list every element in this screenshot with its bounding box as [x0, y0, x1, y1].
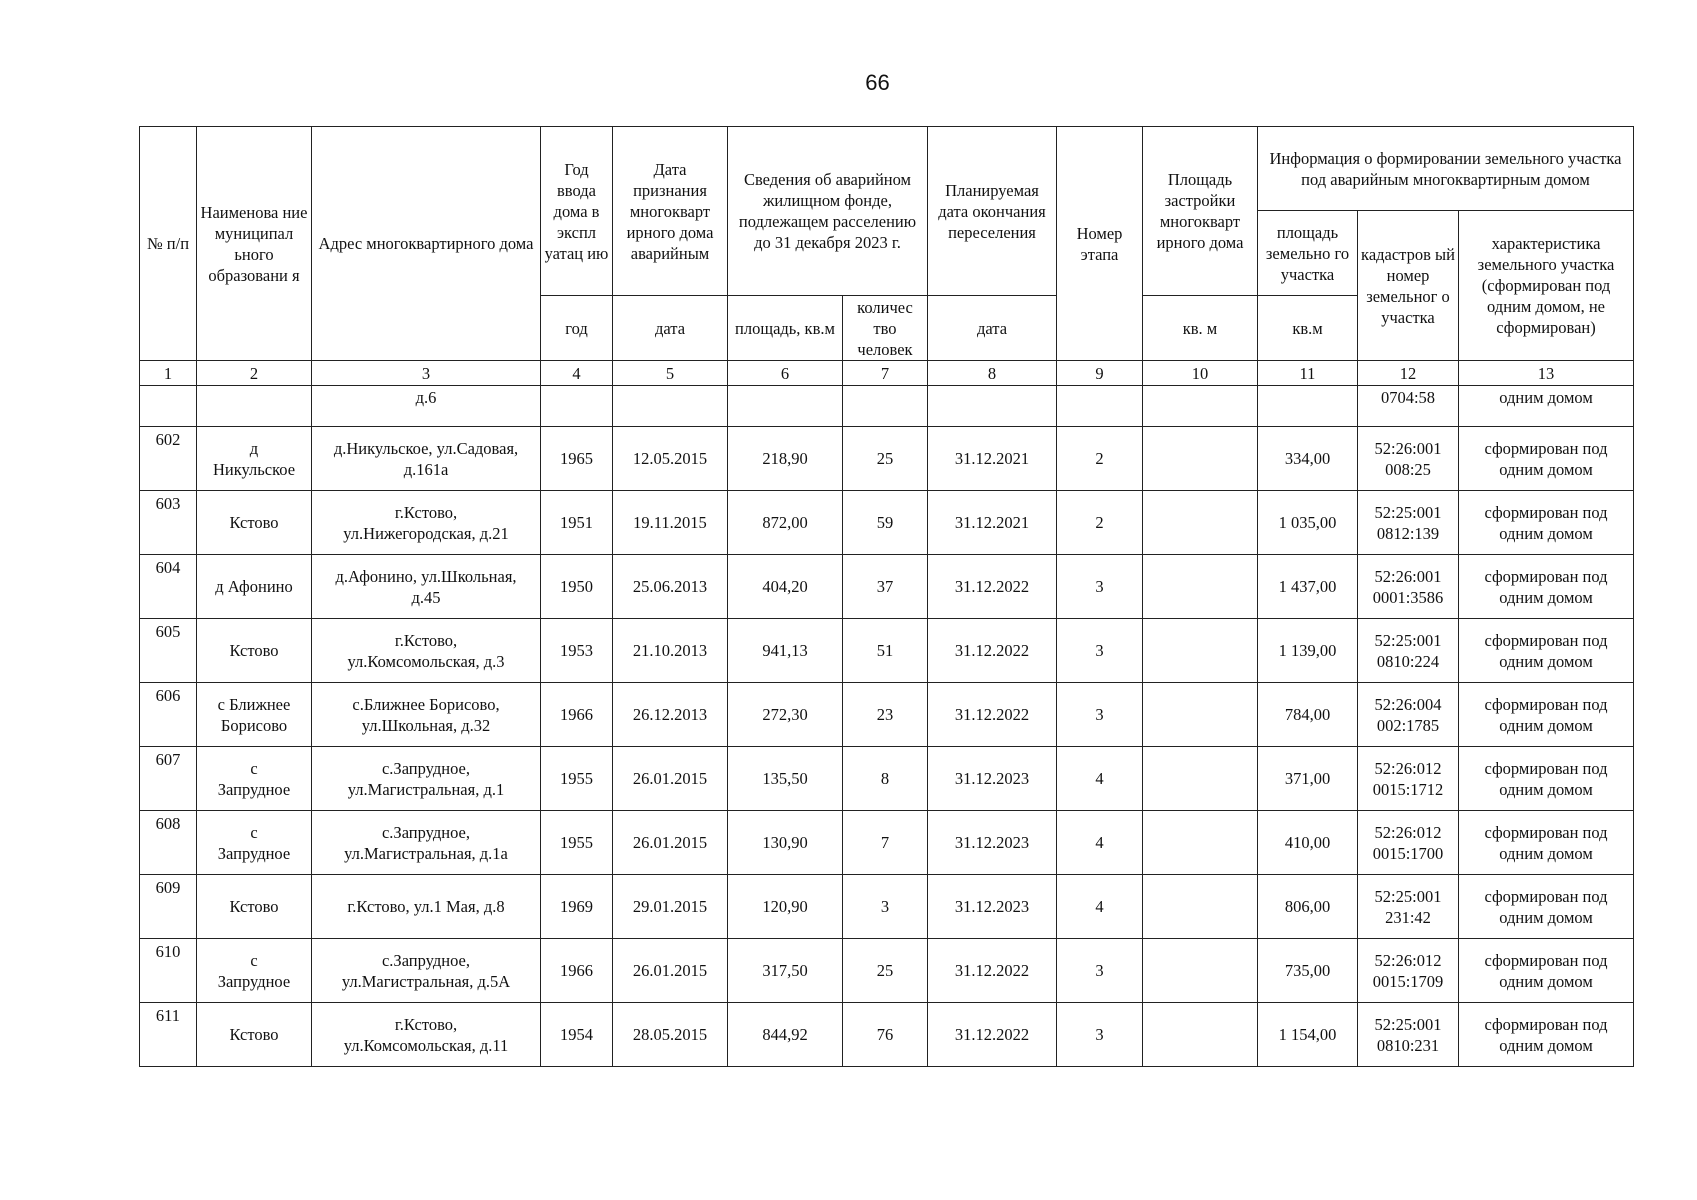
cell-municipality-line: Запрудное — [217, 971, 291, 991]
cell-area: 130,90 — [728, 811, 843, 875]
column-number: 11 — [1258, 361, 1358, 386]
cell-land-area: 784,00 — [1258, 683, 1358, 747]
cell-cadastral-line: 52:25:001 — [1374, 1014, 1442, 1034]
cell-characteristic — [1459, 619, 1634, 683]
cell-year: 1955 — [541, 811, 613, 875]
cell-characteristic-line: одним домом — [1499, 523, 1593, 543]
cell-num: 602 — [140, 427, 197, 491]
cell-building-area — [1143, 427, 1258, 491]
cell-stage: 2 — [1057, 427, 1143, 491]
continuation-row — [140, 386, 1634, 427]
cell-stage: 3 — [1057, 939, 1143, 1003]
cell-cadastral-line: 008:25 — [1385, 459, 1431, 479]
cell-address-line: с.Ближнее Борисово, — [352, 694, 500, 714]
cell-area: 218,90 — [728, 427, 843, 491]
cell-cadastral-line: 0015:1700 — [1372, 843, 1444, 863]
cell-characteristic-line: одним домом — [1499, 651, 1593, 671]
cell-area — [728, 386, 843, 427]
column-number: 10 — [1143, 361, 1258, 386]
cell-municipality-line: Борисово — [220, 715, 288, 735]
cell-year: 1955 — [541, 747, 613, 811]
cell-num: 604 — [140, 555, 197, 619]
header-cadastral-number: кадастров ый номер земельног о участка — [1358, 211, 1459, 361]
cell-characteristic — [1459, 683, 1634, 747]
cell-characteristic-line: одним домом — [1499, 1035, 1593, 1055]
table-row — [140, 555, 1634, 619]
cell-cadastral-line: 52:26:012 — [1374, 950, 1442, 970]
cell-address-line: д.161а — [403, 459, 449, 479]
cell-stage: 3 — [1057, 619, 1143, 683]
cell-stage: 3 — [1057, 1003, 1143, 1067]
column-number: 5 — [613, 361, 728, 386]
cell-address — [312, 875, 541, 939]
cell-land-area: 735,00 — [1258, 939, 1358, 1003]
cell-cadastral — [1358, 747, 1459, 811]
cell-characteristic — [1459, 875, 1634, 939]
cell-municipality — [197, 939, 312, 1003]
cell-people: 23 — [843, 683, 928, 747]
cell-characteristic-line: сформирован под — [1484, 438, 1608, 458]
cell-people: 37 — [843, 555, 928, 619]
cell-address-line: г.Кстово, — [394, 502, 458, 522]
cell-cadastral-line: 0015:1709 — [1372, 971, 1444, 991]
cell-municipality-line: с — [250, 950, 258, 970]
cell-area: 272,30 — [728, 683, 843, 747]
header-address: Адрес многоквартирного дома — [312, 127, 541, 361]
cell-address-line: г.Кстово, ул.1 Мая, д.8 — [347, 897, 505, 916]
cell-municipality-line: с Ближнее — [217, 694, 291, 714]
column-number: 8 — [928, 361, 1057, 386]
cell-address-line: ул.Комсомольская, д.11 — [343, 1035, 509, 1055]
cell-municipality — [197, 747, 312, 811]
cell-address-line: д.45 — [411, 587, 441, 607]
cell-cadastral-line: 52:25:001 — [1374, 886, 1442, 906]
cell-characteristic: одним домом — [1459, 386, 1634, 427]
cell-num: 608 — [140, 811, 197, 875]
header-row-number: № п/п — [140, 127, 197, 361]
cell-recognition-date: 26.01.2015 — [613, 811, 728, 875]
cell-address-line: г.Кстово, — [394, 630, 458, 650]
cell-area: 120,90 — [728, 875, 843, 939]
cell-characteristic-line: одним домом — [1499, 587, 1593, 607]
unit-building-area: кв. м — [1143, 296, 1258, 361]
cell-municipality-line: Кстово — [229, 897, 279, 916]
cell-characteristic — [1459, 555, 1634, 619]
header-recognition-date: Дата признания многокварт ирного дома аварийным — [613, 127, 728, 296]
cell-address — [312, 491, 541, 555]
cell-stage: 2 — [1057, 491, 1143, 555]
cell-municipality — [197, 1003, 312, 1067]
cell-cadastral-line: 0812:139 — [1376, 523, 1440, 543]
cell-characteristic-line: сформирован под — [1484, 566, 1608, 586]
page-number: 66 — [865, 70, 890, 95]
cell-building-area — [1143, 491, 1258, 555]
column-number: 7 — [843, 361, 928, 386]
cell-cadastral-line: 0810:231 — [1376, 1035, 1440, 1055]
cell-cadastral — [1358, 1003, 1459, 1067]
cell-recognition-date: 21.10.2013 — [613, 619, 728, 683]
unit-people: количес тво человек — [843, 296, 928, 361]
cell-cadastral — [1358, 555, 1459, 619]
cell-address — [312, 683, 541, 747]
cell-cadastral-line: 52:25:001 — [1374, 502, 1442, 522]
cell-cadastral-line: 52:26:001 — [1374, 566, 1442, 586]
cell-cadastral-line: 52:25:001 — [1374, 630, 1442, 650]
cell-cadastral-line: 52:26:012 — [1374, 822, 1442, 842]
cell-municipality-line: Запрудное — [217, 843, 291, 863]
header-emergency-fund-info: Сведения об аварийном жилищном фонде, подлежащем расселению до 31 декабря 2023 г. — [728, 127, 928, 296]
cell-building-area — [1143, 747, 1258, 811]
cell-land-area: 1 139,00 — [1258, 619, 1358, 683]
column-number: 13 — [1459, 361, 1634, 386]
table-row — [140, 875, 1634, 939]
cell-stage: 4 — [1057, 811, 1143, 875]
header-building-area: Площадь застройки многокварт ирного дома — [1143, 127, 1258, 296]
table-row — [140, 619, 1634, 683]
cell-municipality-line: с — [250, 822, 258, 842]
cell-num — [140, 386, 197, 427]
cell-building-area — [1143, 386, 1258, 427]
cell-characteristic-line: сформирован под — [1484, 886, 1608, 906]
cell-people: 25 — [843, 939, 928, 1003]
cell-address-line: ул.Магистральная, д.1 — [347, 779, 505, 799]
cell-cadastral — [1358, 619, 1459, 683]
cell-cadastral-line: 231:42 — [1385, 907, 1431, 927]
emergency-housing-table — [139, 126, 1634, 1067]
table-row — [140, 939, 1634, 1003]
header-land-characteristic: характеристика земельного участка (сформирован под одним домом, не сформирован) — [1459, 211, 1634, 361]
cell-num: 611 — [140, 1003, 197, 1067]
cell-municipality-line: Кстово — [229, 641, 279, 660]
cell-recognition-date: 25.06.2013 — [613, 555, 728, 619]
cell-num: 605 — [140, 619, 197, 683]
column-number: 2 — [197, 361, 312, 386]
cell-municipality-line: Запрудное — [217, 779, 291, 799]
cell-planned-date: 31.12.2023 — [928, 747, 1057, 811]
cell-characteristic-line: сформирован под — [1484, 630, 1608, 650]
cell-cadastral-line: 52:26:004 — [1374, 694, 1442, 714]
cell-address-line: д.Афонино, ул.Школьная, — [335, 566, 517, 586]
cell-address — [312, 619, 541, 683]
cell-characteristic-line: сформирован под — [1484, 950, 1608, 970]
cell-land-area: 410,00 — [1258, 811, 1358, 875]
cell-cadastral-line: 52:26:012 — [1374, 758, 1442, 778]
cell-land-area: 334,00 — [1258, 427, 1358, 491]
cell-municipality — [197, 555, 312, 619]
cell-land-area: 1 154,00 — [1258, 1003, 1358, 1067]
cell-cadastral — [1358, 811, 1459, 875]
cell-land-area: 1 437,00 — [1258, 555, 1358, 619]
cell-municipality — [197, 619, 312, 683]
cell-people: 3 — [843, 875, 928, 939]
cell-characteristic-line: сформирован под — [1484, 1014, 1608, 1034]
cell-municipality — [197, 875, 312, 939]
cell-planned-date: 31.12.2022 — [928, 555, 1057, 619]
cell-num: 609 — [140, 875, 197, 939]
cell-characteristic-line: одним домом — [1499, 907, 1593, 927]
cell-people: 76 — [843, 1003, 928, 1067]
cell-area: 317,50 — [728, 939, 843, 1003]
unit-date: дата — [613, 296, 728, 361]
cell-characteristic-line: сформирован под — [1484, 694, 1608, 714]
cell-municipality — [197, 491, 312, 555]
cell-planned-date: 31.12.2021 — [928, 427, 1057, 491]
cell-year: 1950 — [541, 555, 613, 619]
cell-characteristic — [1459, 811, 1634, 875]
cell-characteristic — [1459, 427, 1634, 491]
cell-area: 941,13 — [728, 619, 843, 683]
cell-municipality-line: Никульское — [212, 459, 296, 479]
header-planned-resettlement-date: Планируемая дата окончания переселения — [928, 127, 1057, 296]
cell-characteristic-line: одним домом — [1499, 843, 1593, 863]
cell-address-line: ул.Магистральная, д.1а — [344, 843, 508, 863]
table-row — [140, 1003, 1634, 1067]
cell-cadastral-line: 0810:224 — [1376, 651, 1440, 671]
cell-planned-date: 31.12.2022 — [928, 619, 1057, 683]
cell-year — [541, 386, 613, 427]
cell-recognition-date: 19.11.2015 — [613, 491, 728, 555]
cell-people: 59 — [843, 491, 928, 555]
cell-building-area — [1143, 939, 1258, 1003]
column-number: 3 — [312, 361, 541, 386]
table-body — [140, 386, 1634, 1067]
cell-building-area — [1143, 683, 1258, 747]
cell-cadastral — [1358, 683, 1459, 747]
cell-address — [312, 1003, 541, 1067]
cell-address-line: с.Запрудное, — [381, 758, 471, 778]
cell-address-line: ул.Комсомольская, д.3 — [347, 651, 505, 671]
cell-cadastral-line: 0015:1712 — [1372, 779, 1444, 799]
cell-cadastral — [1358, 875, 1459, 939]
cell-municipality — [197, 683, 312, 747]
cell-municipality-line: Кстово — [229, 1025, 279, 1044]
cell-characteristic-line: одним домом — [1499, 971, 1593, 991]
cell-year: 1969 — [541, 875, 613, 939]
cell-stage: 4 — [1057, 875, 1143, 939]
cell-characteristic — [1459, 1003, 1634, 1067]
cell-stage — [1057, 386, 1143, 427]
column-number: 6 — [728, 361, 843, 386]
cell-cadastral — [1358, 427, 1459, 491]
cell-municipality-line: д — [249, 438, 259, 458]
cell-year: 1951 — [541, 491, 613, 555]
table-row — [140, 491, 1634, 555]
cell-land-area — [1258, 386, 1358, 427]
cell-stage: 4 — [1057, 747, 1143, 811]
cell-num: 606 — [140, 683, 197, 747]
cell-area: 404,20 — [728, 555, 843, 619]
cell-people — [843, 386, 928, 427]
cell-recognition-date: 12.05.2015 — [613, 427, 728, 491]
cell-planned-date: 31.12.2022 — [928, 939, 1057, 1003]
cell-recognition-date — [613, 386, 728, 427]
header-year-commissioned: Год ввода дома в экспл уатац ию — [541, 127, 613, 296]
cell-municipality-line: Кстово — [229, 513, 279, 532]
cell-building-area — [1143, 875, 1258, 939]
cell-people: 51 — [843, 619, 928, 683]
cell-characteristic — [1459, 939, 1634, 1003]
cell-address — [312, 427, 541, 491]
cell-municipality-line: с — [250, 758, 258, 778]
cell-recognition-date: 26.01.2015 — [613, 747, 728, 811]
cell-recognition-date: 26.12.2013 — [613, 683, 728, 747]
cell-address-line: д.Никульское, ул.Садовая, — [333, 438, 519, 458]
cell-planned-date: 31.12.2023 — [928, 811, 1057, 875]
cell-area: 844,92 — [728, 1003, 843, 1067]
header-stage-number: Номер этапа — [1057, 127, 1143, 361]
cell-year: 1966 — [541, 683, 613, 747]
column-number: 1 — [140, 361, 197, 386]
column-number: 4 — [541, 361, 613, 386]
cell-address-line: с.Запрудное, — [381, 822, 471, 842]
header-land-area: площадь земельно го участка — [1258, 211, 1358, 296]
cell-building-area — [1143, 1003, 1258, 1067]
cell-people: 8 — [843, 747, 928, 811]
cell-year: 1953 — [541, 619, 613, 683]
cell-land-area: 806,00 — [1258, 875, 1358, 939]
cell-address — [312, 555, 541, 619]
cell-planned-date: 31.12.2022 — [928, 683, 1057, 747]
cell-cadastral — [1358, 939, 1459, 1003]
cell-characteristic-line: одним домом — [1499, 715, 1593, 735]
cell-recognition-date: 26.01.2015 — [613, 939, 728, 1003]
table-row — [140, 811, 1634, 875]
cell-municipality — [197, 811, 312, 875]
cell-recognition-date: 28.05.2015 — [613, 1003, 728, 1067]
cell-address-line: ул.Магистральная, д.5А — [341, 971, 511, 991]
cell-year: 1954 — [541, 1003, 613, 1067]
table-row — [140, 427, 1634, 491]
cell-people: 25 — [843, 427, 928, 491]
column-number: 12 — [1358, 361, 1459, 386]
cell-area: 135,50 — [728, 747, 843, 811]
cell-planned-date: 31.12.2021 — [928, 491, 1057, 555]
cell-municipality-line: д Афонино — [215, 577, 293, 596]
table-row — [140, 683, 1634, 747]
cell-cadastral-line: 0001:3586 — [1372, 587, 1444, 607]
cell-people: 7 — [843, 811, 928, 875]
cell-municipality — [197, 386, 312, 427]
cell-cadastral-line: 52:26:001 — [1374, 438, 1442, 458]
cell-characteristic — [1459, 491, 1634, 555]
cell-address — [312, 939, 541, 1003]
cell-address-line: ул.Нижегородская, д.21 — [343, 523, 509, 543]
cell-building-area — [1143, 811, 1258, 875]
cell-num: 603 — [140, 491, 197, 555]
cell-year: 1966 — [541, 939, 613, 1003]
cell-address: д.6 — [312, 386, 541, 427]
header-land-plot-info: Информация о формировании земельного участка под аварийным многоквартирным домом — [1258, 127, 1634, 211]
cell-num: 610 — [140, 939, 197, 1003]
cell-building-area — [1143, 555, 1258, 619]
column-number-row — [140, 361, 1634, 386]
cell-characteristic-line: одним домом — [1499, 779, 1593, 799]
unit-planned-date: дата — [928, 296, 1057, 361]
cell-address-line: г.Кстово, — [394, 1014, 458, 1034]
cell-characteristic-line: сформирован под — [1484, 758, 1608, 778]
cell-planned-date — [928, 386, 1057, 427]
cell-municipality — [197, 427, 312, 491]
cell-planned-date: 31.12.2023 — [928, 875, 1057, 939]
cell-land-area: 371,00 — [1258, 747, 1358, 811]
cell-cadastral — [1358, 491, 1459, 555]
cell-characteristic-line: сформирован под — [1484, 502, 1608, 522]
header-municipality: Наименова ние муниципал ьного образовани я — [197, 127, 312, 361]
cell-address-line: с.Запрудное, — [381, 950, 471, 970]
table-row — [140, 747, 1634, 811]
cell-address-line: ул.Школьная, д.32 — [361, 715, 491, 735]
cell-area: 872,00 — [728, 491, 843, 555]
table-header — [140, 127, 1634, 386]
cell-stage: 3 — [1057, 683, 1143, 747]
column-number: 9 — [1057, 361, 1143, 386]
cell-cadastral: 0704:58 — [1358, 386, 1459, 427]
unit-area: площадь, кв.м — [728, 296, 843, 361]
cell-characteristic-line: сформирован под — [1484, 822, 1608, 842]
cell-recognition-date: 29.01.2015 — [613, 875, 728, 939]
cell-building-area — [1143, 619, 1258, 683]
unit-year: год — [541, 296, 613, 361]
cell-num: 607 — [140, 747, 197, 811]
cell-characteristic-line: одним домом — [1499, 459, 1593, 479]
cell-land-area: 1 035,00 — [1258, 491, 1358, 555]
cell-characteristic — [1459, 747, 1634, 811]
cell-planned-date: 31.12.2022 — [928, 1003, 1057, 1067]
cell-cadastral-line: 002:1785 — [1376, 715, 1440, 735]
cell-address — [312, 811, 541, 875]
cell-stage: 3 — [1057, 555, 1143, 619]
cell-year: 1965 — [541, 427, 613, 491]
unit-land-area: кв.м — [1258, 296, 1358, 361]
cell-address — [312, 747, 541, 811]
